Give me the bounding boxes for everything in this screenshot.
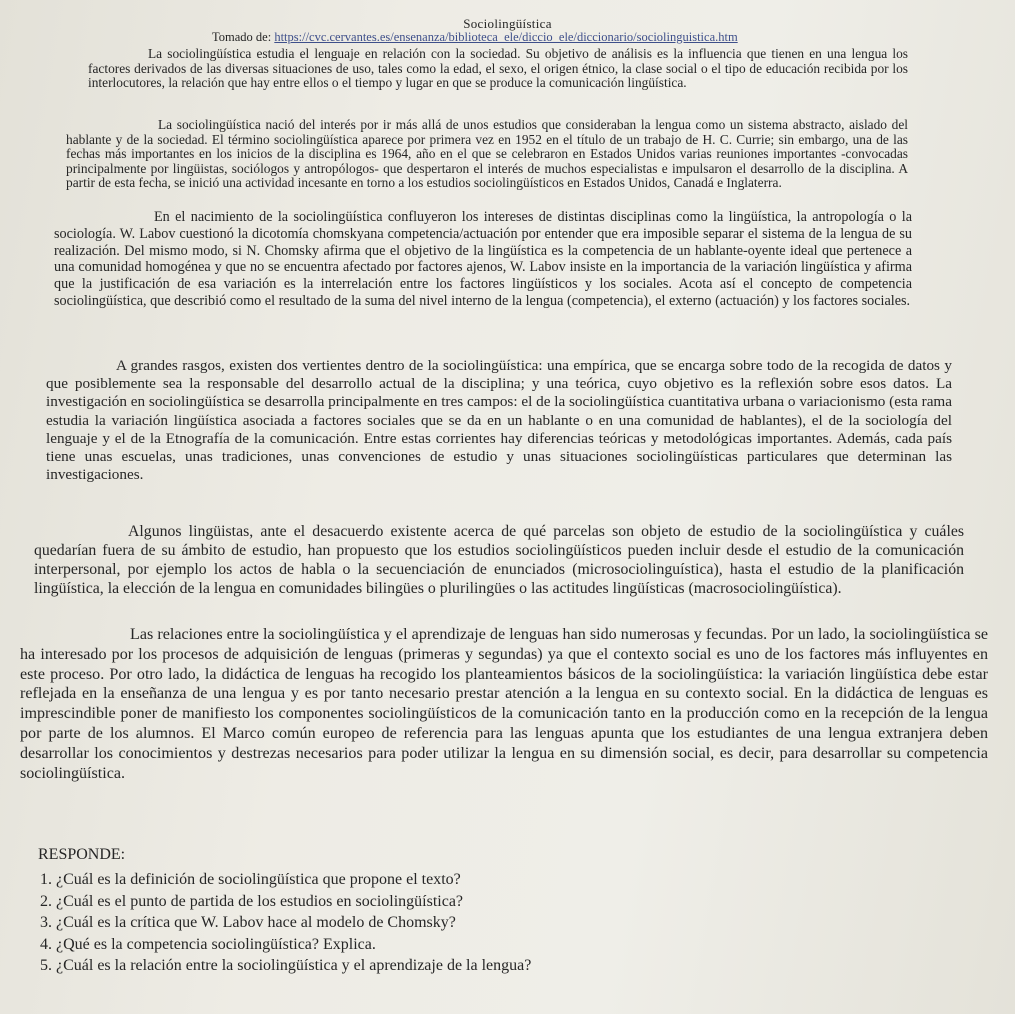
question-item (40, 891, 531, 913)
paragraph-1: La sociolingüística estudia el lenguaje en relación con la sociedad. Su objetivo de análisis es la influencia que tienen en una lengua los factores derivados de las diversas situaciones de uso, tales como la edad, el sexo, el origen étnico, la clase social o el tipo de educación recibida por los interlocutores, la relación que hay entre ellos o el tiempo y lugar en que se produce la comunicación lingüística. (88, 46, 908, 91)
source-line (212, 30, 738, 45)
source-link[interactable]: https://cvc.cervantes.es/ensenanza/biblioteca_ele/diccio_ele/diccionario/sociolinguistica.htm (274, 30, 738, 44)
paragraph-5: Algunos lingüistas, ante el desacuerdo existente acerca de qué parcelas son objeto de estudio de la sociolingüística y cuáles quedarían fuera de su ámbito de estudio, han propuesto que los estudios sociolingüísticos pueden incluir desde el estudio de la comunicación interpersonal, por ejemplo los actos de habla o la secuenciación de enunciados (microsociolinguística), hasta el estudio de la planificación lingüística, la elección de la lengua en comunidades bilingües o plurilingües o las actitudes lingüísticas (macrosociolingüística). (34, 523, 964, 597)
question-number: 5. (40, 957, 52, 975)
question-item (40, 934, 531, 956)
paragraph-3: En el nacimiento de la sociolingüística confluyeron los intereses de distintas disciplinas como la lingüística, la antropología o la sociología. W. Labov cuestionó la dicotomía chomskyana competencia/actuación por entender que era imposible separar el sistema de la lengua de su realización. Del mismo modo, si N. Chomsky afirma que el objetivo de la lingüística es la competencia de un hablante-oyente ideal que pertenece a una comunidad homogénea y que no se encuentra afectado por factores ajenos, W. Labov insiste en la importancia de la variación lingüística y afirma que la justificación de esa variación es la interrelación entre los factores lingüísticos y los sociales. Acota así el concepto de competencia sociolingüística, que describió como el resultado de la suma del nivel interno de la lengua (competencia), el externo (actuación) y los factores sociales. (54, 209, 912, 309)
question-number: 3. (40, 914, 52, 932)
document-title: Sociolingüística (463, 16, 552, 31)
question-text: ¿Cuál es la relación entre la sociolingüística y el aprendizaje de la lengua? (56, 957, 532, 975)
paragraph-4: A grandes rasgos, existen dos vertientes dentro de la sociolingüística: una empírica, que se encarga sobre todo de la recogida de datos y que posiblemente sea la responsable del desarrollo actual de la disciplina; y una teórica, cuyo objetivo es la reflexión sobre esos datos. La investigación en sociolingüística se desarrolla principalmente en tres campos: el de la sociolingüística cuantitativa urbana o variacionismo (esta rama estudia la variación lingüística asociada a factores sociales que se da en un hablante o en una comunidad de hablantes), el de la sociología del lenguaje y el de la Etnografía de la comunicación. Entre estas corrientes hay diferencias teóricas y metodológicas importantes. Además, cada país tiene unas escuelas, unas tradiciones, unas convenciones de estudio y unas situaciones sociolingüísticas particulares que determinan las investigaciones. (46, 357, 952, 484)
question-text: ¿Cuál es el punto de partida de los estudios en sociolingüística? (56, 892, 464, 910)
questions-list (40, 869, 531, 977)
question-item (40, 869, 531, 891)
question-number: 1. (40, 871, 52, 888)
source-label: Tomado de: (212, 30, 272, 44)
paragraph-6: Las relaciones entre la sociolingüística y el aprendizaje de lenguas han sido numerosas y fecundas. Por un lado, la sociolingüística se ha interesado por los procesos de adquisición de lenguas (primeras y segundas) ya que el contexto social es uno de los factores más influyentes en este proceso. Por otro lado, la didáctica de lenguas ha recogido los planteamientos básicos de la sociolingüística: la variación lingüística debe estar reflejada en la enseñanza de una lengua y es por tanto necesario prestar atención a la lengua en su contexto social. En la didáctica de lenguas es imprescindible poner de manifiesto los componentes sociolingüísticos de la comunicación tanto en la producción como en la recepción de la lengua por parte de los alumnos. El Marco común europeo de referencia para las lenguas apunta que los estudiantes de una lengua extranjera deben desarrollar los conocimientos y destrezas necesarios para poder utilizar la lengua en su dimensión social, es decir, para desarrollar su competencia sociolingüística. (20, 626, 988, 782)
respond-heading: RESPONDE: (38, 846, 126, 863)
question-number: 2. (40, 892, 52, 910)
question-text: ¿Cuál es la definición de sociolingüística que propone el texto? (56, 871, 461, 888)
question-item (40, 912, 531, 934)
question-text: ¿Cuál es la crítica que W. Labov hace al modelo de Chomsky? (56, 914, 456, 932)
question-text: ¿Qué es la competencia sociolingüística? Explica. (56, 935, 376, 953)
question-number: 4. (40, 935, 52, 953)
question-item (40, 955, 531, 977)
paragraph-2: La sociolingüística nació del interés por ir más allá de unos estudios que consideraban la lengua como un sistema abstracto, aislado del hablante y de la sociedad. El término sociolingüística aparece por primera vez en 1952 en el título de un trabajo de H. C. Currie; sin embargo, una de las fechas más importantes en los inicios de la disciplina es 1964, año en el que se celebraron en Estados Unidos varias reuniones importantes -convocadas principalmente por lingüistas, sociólogos y antropólogos- que despertaron el interés de muchos especialistas e impulsaron el desarrollo de la disciplina. A partir de esta fecha, se inició una actividad incesante en torno a los estudios sociolingüísticos en Estados Unidos, Canadá e Inglaterra. (66, 117, 908, 191)
